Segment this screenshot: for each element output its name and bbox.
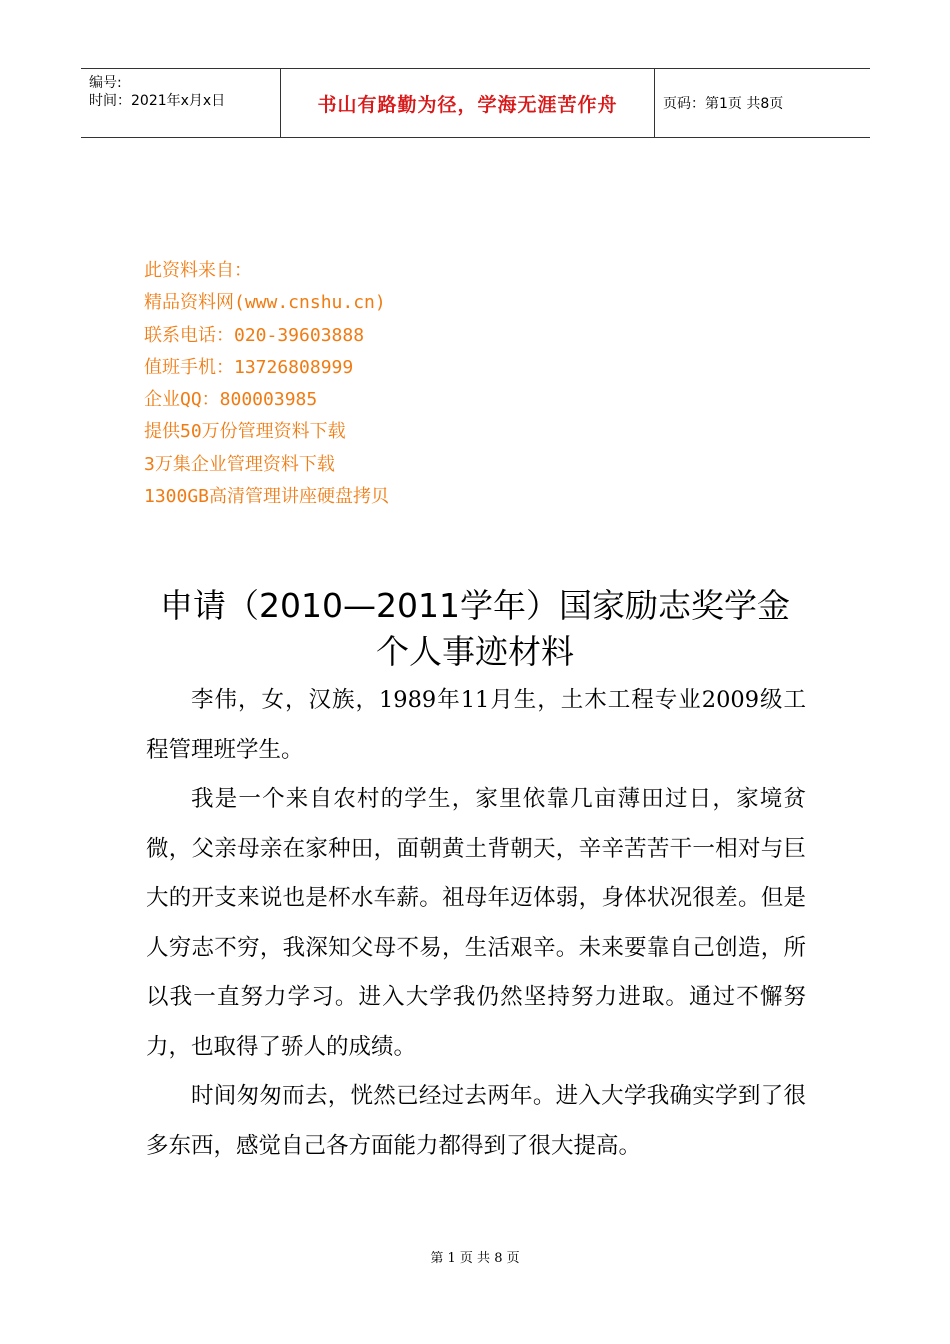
source-line: 提供50万份管理资料下载 [144, 421, 346, 443]
source-line: 3万集企业管理资料下载 [144, 453, 335, 475]
page-footer: 第 1 页 共 8 页 [430, 1251, 520, 1266]
source-line: 企业QQ：800003985 [144, 389, 318, 411]
source-line: 1300GB高清管理讲座硬盘拷贝 [144, 486, 390, 508]
header-meta-cell [81, 69, 280, 137]
body-paragraph: 李伟，女，汉族，1989年11月生，土木工程专业2009级工程管理班学生。 [146, 687, 806, 763]
body-paragraph: 我是一个来自农村的学生，家里依靠几亩薄田过日，家境贫微，父亲母亲在家种田，面朝黄土背朝天，辛辛苦苦干一相对与巨大的开支来说也是杯水车薪。祖母年迈体弱，身体状况很差。但是人穷志不穷，我深知父母不易，生活艰辛。未来要靠自己创造，所以我一直努力学习。进入大学我仍然坚持努力进取。通过不懈努力，也取得了骄人的成绩。 [146, 786, 806, 1060]
header-divider [654, 69, 655, 137]
number-label: 编号: [89, 75, 122, 91]
document-body [146, 676, 806, 1171]
header-page-info: 页码：第1页 共8页 [663, 96, 784, 112]
header-table [81, 68, 870, 138]
source-website-link[interactable]: 精品资料网(www.cnshu.cn) [144, 292, 386, 314]
source-line: 此资料来自： [144, 260, 252, 281]
time-label: 时间：2021年x月x日 [89, 93, 226, 109]
source-line: 值班手机：13726808999 [144, 356, 354, 378]
source-line: 联系电话：020-39603888 [144, 324, 365, 346]
document-title: 申请（2010—2011学年）国家励志奖学金 [160, 586, 790, 625]
document-subtitle: 个人事迹材料 [376, 632, 574, 671]
body-paragraph: 时间匆匆而去，恍然已经过去两年。进入大学我确实学到了很多东西，感觉自己各方面能力都得到了很大提高。 [146, 1083, 806, 1159]
header-motto: 书山有路勤为径，学海无涯苦作舟 [317, 93, 618, 116]
source-info-block [144, 255, 389, 513]
